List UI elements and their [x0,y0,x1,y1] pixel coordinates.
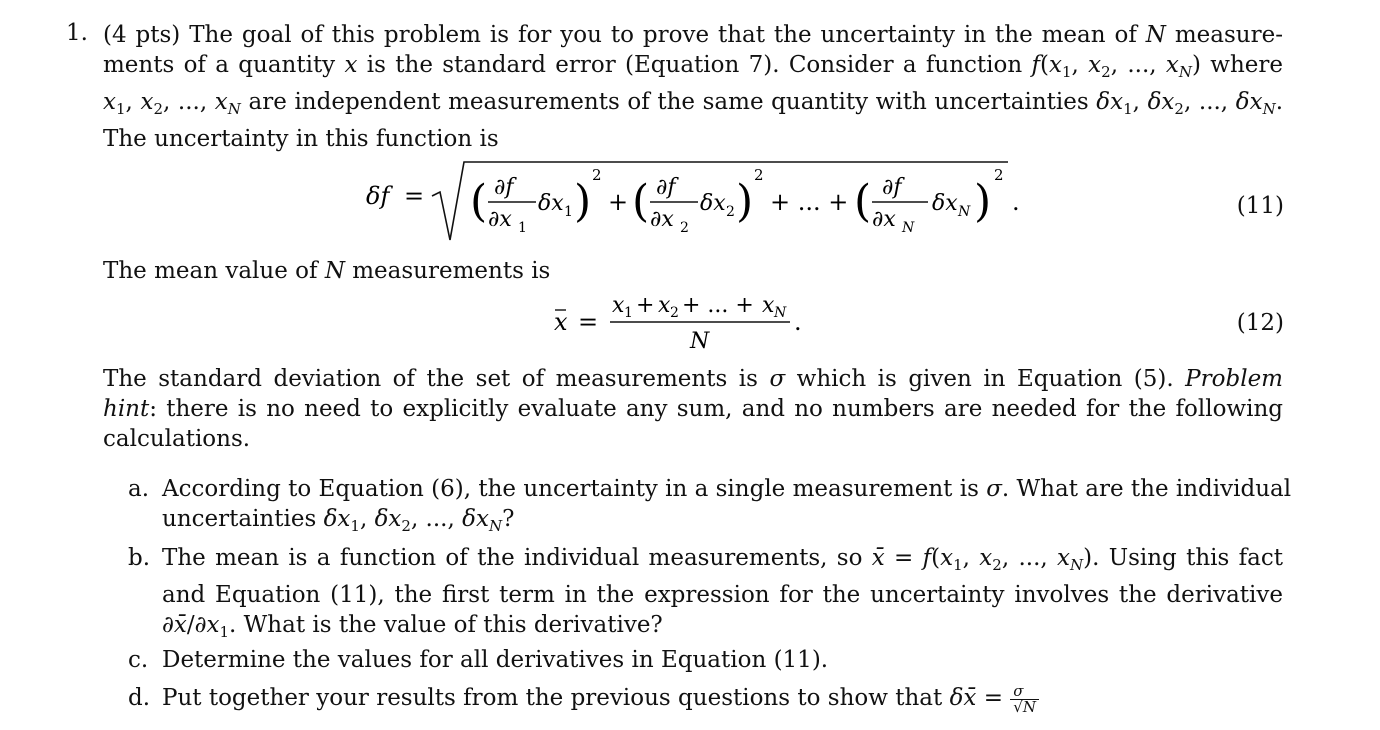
intro-paragraph [103,20,1283,154]
mean-intro: The mean value of N measurements is [103,258,551,284]
svg-text:1: 1 [518,220,527,236]
item-c [128,645,1283,675]
svg-text:δx: δx [538,191,564,216]
svg-text:.: . [794,308,802,336]
svg-text:N: N [690,329,710,352]
std-paragraph [103,364,1283,454]
intro-line-2: ments of a quantity x is the standard error (Equation 7). Consider a function $f(x_1$, $x_2$, ..., $x_N$) where [103,52,1284,81]
item-a-line-1: According to Equation (6), the uncertainty in a single measurement is σ. What are the individual [162,476,1292,502]
svg-text:δx: δx [700,191,726,216]
svg-text:.: . [1012,188,1020,216]
svg-text:2: 2 [754,166,764,184]
svg-text:(: ( [470,176,488,227]
svg-text:x: x [658,293,671,318]
std-line-3: calculations. [103,426,251,452]
item-a-line-2: uncertainties $\delta x_1$, $\delta x_2$, ..., $\delta x_N$? [162,506,515,535]
item-b [128,543,1283,647]
svg-text:(: ( [854,176,872,227]
svg-text:+: + [608,188,629,216]
svg-text:2: 2 [670,305,679,321]
svg-text:=: = [404,182,425,210]
svg-text:2: 2 [592,166,602,184]
svg-text:2: 2 [726,204,735,220]
item-a-label: a. [128,476,150,502]
svg-text:2: 2 [994,166,1004,184]
svg-text:=: = [578,308,599,336]
svg-text:δx: δx [932,191,958,216]
problem-number: 1. [66,20,88,46]
svg-text:): ) [736,176,754,227]
svg-text:x: x [554,308,568,336]
item-d-line-1: Put together your results from the previous questions to show that δx̄ = $\frac{\sigma}{√N}$ [162,683,1283,715]
std-line-1: The standard deviation of the set of measurements is σ which is given in Equation (5). Problem [103,366,1283,392]
equation-12-label: (12) [1236,310,1284,336]
item-a [128,474,1292,541]
svg-text:1: 1 [564,204,573,220]
item-b-label: b. [128,545,151,571]
svg-text:∂f: ∂f [494,175,514,200]
equation-11 [360,152,1040,250]
svg-text:N: N [774,305,787,321]
svg-text:x: x [612,293,625,318]
intro-line-3: $x_1$, $x_2$, ..., $x_N$ are independent measurements of the same quantity with uncertainties $\delta x_1$, $\delta x_2$, ..., $\delta x_N$. [103,89,1284,118]
svg-text:∂x: ∂x [872,207,896,232]
item-b-line-2: and Equation (11), the first term in the expression for the uncertainty involves the derivative [162,582,1283,608]
svg-text:∂f: ∂f [882,175,902,200]
svg-text:∂f: ∂f [656,175,676,200]
svg-text:+: + [636,293,655,318]
item-c-line-1: Determine the values for all derivatives in Equation (11). [162,647,829,673]
svg-text:2: 2 [680,220,689,236]
svg-text:N: N [902,220,915,236]
item-d-label: d. [128,685,151,711]
std-line-2: hint: there is no need to explicitly evaluate any sum, and no numbers are needed for the following [103,396,1283,422]
item-b-line-1: The mean is a function of the individual measurements, so x̄ = $f(x_1$, $x_2$, ..., $x_N$). Using this fact [162,545,1283,574]
svg-text:): ) [974,176,992,227]
svg-text:+ ... +: + ... + [770,188,849,216]
svg-text:∂x: ∂x [650,207,674,232]
item-b-line-3: $\partial x̄/\partial x_1$. What is the value of this derivative? [162,612,663,641]
svg-text:+ ... +: + ... + [682,293,754,318]
svg-text:N: N [958,204,971,220]
svg-text:δf: δf [366,182,390,210]
item-c-label: c. [128,647,149,673]
svg-text:∂x: ∂x [488,207,512,232]
item-d [128,683,1283,715]
intro-line-1: (4 pts) The goal of this problem is for you to prove that the uncertainty in the mean of N measure- [103,22,1283,48]
svg-text:(: ( [632,176,650,227]
svg-text:): ) [574,176,592,227]
equation-12 [550,286,850,352]
equation-11-label: (11) [1236,193,1284,219]
svg-text:x: x [762,293,775,318]
svg-text:1: 1 [624,305,633,321]
intro-line-4: The uncertainty in this function is [103,126,499,152]
